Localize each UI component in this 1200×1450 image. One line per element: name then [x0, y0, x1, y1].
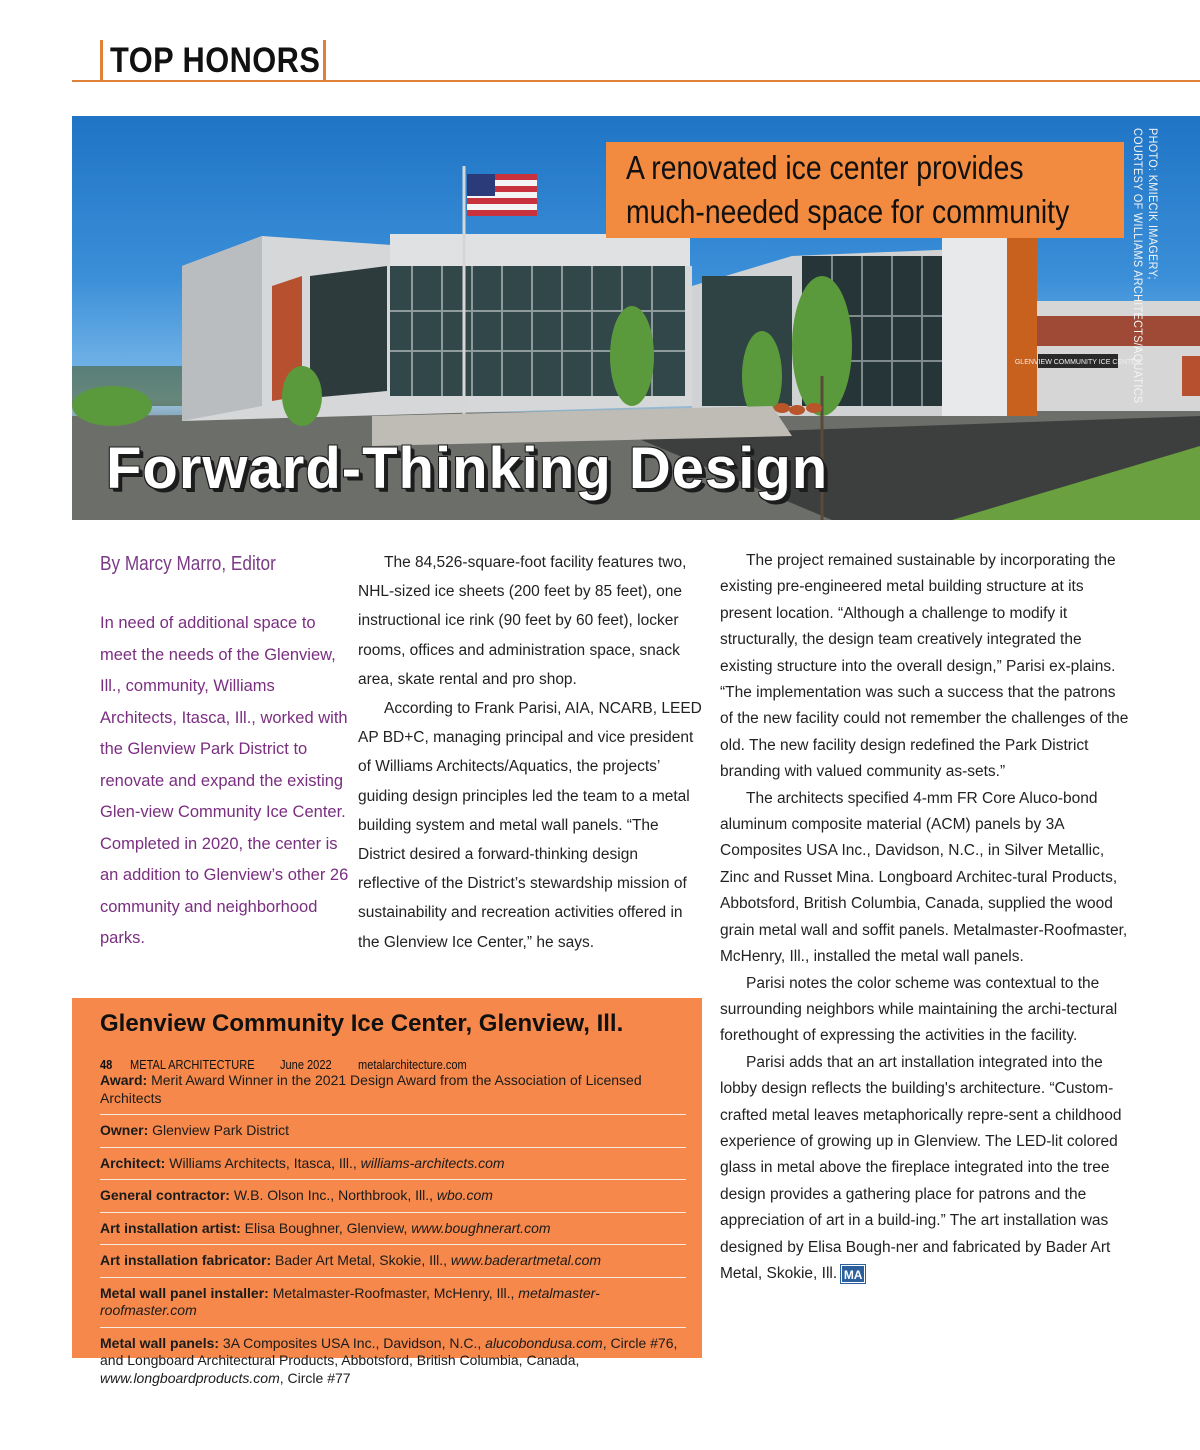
- byline: By Marcy Marro, Editor: [100, 553, 276, 575]
- fact-link: metalmaster-roofmaster.com: [100, 1284, 600, 1318]
- deck-line-1: A renovated ice center provides: [626, 149, 1024, 186]
- body-column-3: [720, 548, 1132, 1287]
- header-rule: [72, 80, 1200, 82]
- fact-wall-panels: [100, 1333, 686, 1395]
- fact-label: Award:: [100, 1072, 148, 1088]
- fact-panel-installer: [100, 1283, 686, 1328]
- fact-link: alucobondusa.com: [485, 1334, 603, 1351]
- intro-paragraph: In need of additional space to meet the needs of the Glenview, Ill., community, Williams Architects, Itasca, Ill., worked with the Glenview Park District to renovate and expand the existing Glen-view Community Ice Center. Completed in 2020, the center is an addition to Glenview’s other 26 community and neighborhood parks.: [100, 614, 349, 947]
- header-bar-left: [100, 40, 103, 80]
- magazine-url: metalarchitecture.com: [358, 1057, 467, 1072]
- fact-label: Metal wall panel installer:: [100, 1284, 269, 1301]
- fact-label: Metal wall panels:: [100, 1334, 220, 1351]
- fact-link: www.longboardproducts.com: [100, 1369, 280, 1386]
- sidebar-title: Glenview Community Ice Center, Glenview, Ill.: [100, 1010, 624, 1037]
- deck-line-2: much-needed space for community: [626, 193, 1070, 230]
- fact-text: Merit Award Winner in the 2021 Design Award from the Association of Licensed Architects: [100, 1072, 642, 1106]
- fact-text: Metalmaster-Roofmaster, McHenry, Ill.,: [268, 1284, 519, 1301]
- fact-architect: [100, 1153, 686, 1181]
- fact-text: Williams Architects, Itasca, Ill.,: [165, 1154, 361, 1171]
- deck-box: [606, 142, 1124, 238]
- fact-text: Glenview Park District: [148, 1122, 290, 1138]
- fact-label: Art installation artist:: [100, 1219, 241, 1236]
- fact-text: Elisa Boughner, Glenview,: [240, 1219, 412, 1236]
- fact-label: General contractor:: [100, 1187, 230, 1203]
- building-sign: GLENVIEW COMMUNITY ICE CENTER: [1014, 359, 1142, 366]
- body-paragraph-text: Parisi adds that an art installation integrated into the lobby design reflects the building's architecture. “Custom-crafted metal leaves metaphorically repre-sent a childhood experience of growing up in Glenview. The LED-lit colored glass in metal above the fireplace integrated into the tree design provides a gathering place for patrons and the appreciation of art in a build-ing.” The art installation was designed by Elisa Bough-ner and fabricated by Bader Art Metal, Skokie, Ill.: [720, 1053, 1122, 1282]
- fact-label: Art installation fabricator:: [100, 1252, 272, 1268]
- header-bar-right: [323, 40, 326, 80]
- photo-credit: [1130, 128, 1190, 408]
- body-paragraph: The project remained sustainable by incorporating the existing pre-engineered metal building structure at its present location. “Although a challenge to modify it structurally, the design team creatively integrated the existing structure into the overall design,” Parisi ex-plains. “The implementation was such a success that the patrons of the new facility could not remember the challenges of the old. The new facility design redefined the Park District branding with valued community as-sets.”: [720, 552, 1129, 781]
- project-sidebar: [72, 998, 702, 1386]
- fact-award: [100, 1070, 686, 1115]
- fact-label: Architect:: [100, 1154, 166, 1171]
- fact-text: 3A Composites USA Inc., Davidson, N.C.,: [219, 1334, 486, 1351]
- deck: [626, 146, 1070, 234]
- end-mark-icon: MA: [841, 1265, 865, 1283]
- fact-text: W.B. Olson Inc., Northbrook, Ill.,: [229, 1187, 437, 1203]
- photo-credit-text: [1130, 128, 1160, 403]
- body-paragraph-last: [720, 1050, 1132, 1288]
- fact-link: www.boughnerart.com: [411, 1219, 551, 1236]
- fact-link: wbo.com: [436, 1187, 493, 1203]
- fact-link: williams-architects.com: [360, 1154, 505, 1171]
- headline: Forward-Thinking Design: [106, 436, 829, 501]
- fact-art-artist: [100, 1218, 686, 1246]
- body-paragraph: According to Frank Parisi, AIA, NCARB, LEED AP BD+C, managing principal and vice president of Williams Architects/Aquatics, the projects’ guiding design principles led the team to a metal building system and metal wall panels. “The District desired a forward-thinking design reflective of the District’s stewardship mission of sustainability and recreation activities offered in the Glenview Ice Center,” he says.: [358, 700, 702, 951]
- fact-general-contractor: [100, 1185, 686, 1213]
- fact-text: , Circle #76, and Longboard Architectural Products, Abbotsford, British Columbia, Canada,: [100, 1334, 678, 1368]
- page-number: 48: [100, 1057, 113, 1072]
- section-label: TOP HONORS: [110, 41, 321, 80]
- body-paragraph: Parisi notes the color scheme was contextual to the surrounding neighbors while maintaining the archi-tectural forethought of expressing the activities in the facility.: [720, 974, 1118, 1045]
- fact-label: Owner:: [100, 1122, 149, 1138]
- body-paragraph: The architects specified 4-mm FR Core Aluco-bond aluminum composite material (ACM) panels by 3A Composites USA Inc., Davidson, N.C., in Silver Metallic, Zinc and Russet Mina. Longboard Architec-tural Products, Abbotsford, British Columbia, Canada, supplied the wood grain metal wall and soffit panels. Metalmaster-Roofmaster, McHenry, Ill., installed the metal wall panels.: [720, 789, 1128, 966]
- hero-photo: [72, 116, 1200, 520]
- american-flag-icon: [467, 174, 537, 216]
- fact-text: , Circle #77: [279, 1369, 351, 1386]
- fact-list: [100, 1070, 686, 1399]
- body-paragraph: The 84,526-square-foot facility features two, NHL-sized ice sheets (200 feet by 85 feet), one instructional ice rink (90 feet by 60 feet), locker rooms, offices and administration space, snack area, skate rental and pro shop.: [358, 554, 687, 688]
- fact-link: www.baderartmetal.com: [450, 1252, 602, 1268]
- photo-credit-line-2: COURTESY OF WILLIAMS ARCHITECTS/AQUATICS: [1131, 128, 1145, 404]
- body-column-2: [358, 548, 702, 957]
- fact-art-fabricator: [100, 1250, 686, 1278]
- fact-owner: [100, 1120, 686, 1148]
- photo-credit-line-1: PHOTO: KMIECIK IMAGERY;: [1146, 128, 1160, 280]
- fact-text: Bader Art Metal, Skokie, Ill.,: [271, 1252, 451, 1268]
- issue-date: June 2022: [280, 1057, 332, 1072]
- magazine-name: METAL ARCHITECTURE: [130, 1057, 255, 1072]
